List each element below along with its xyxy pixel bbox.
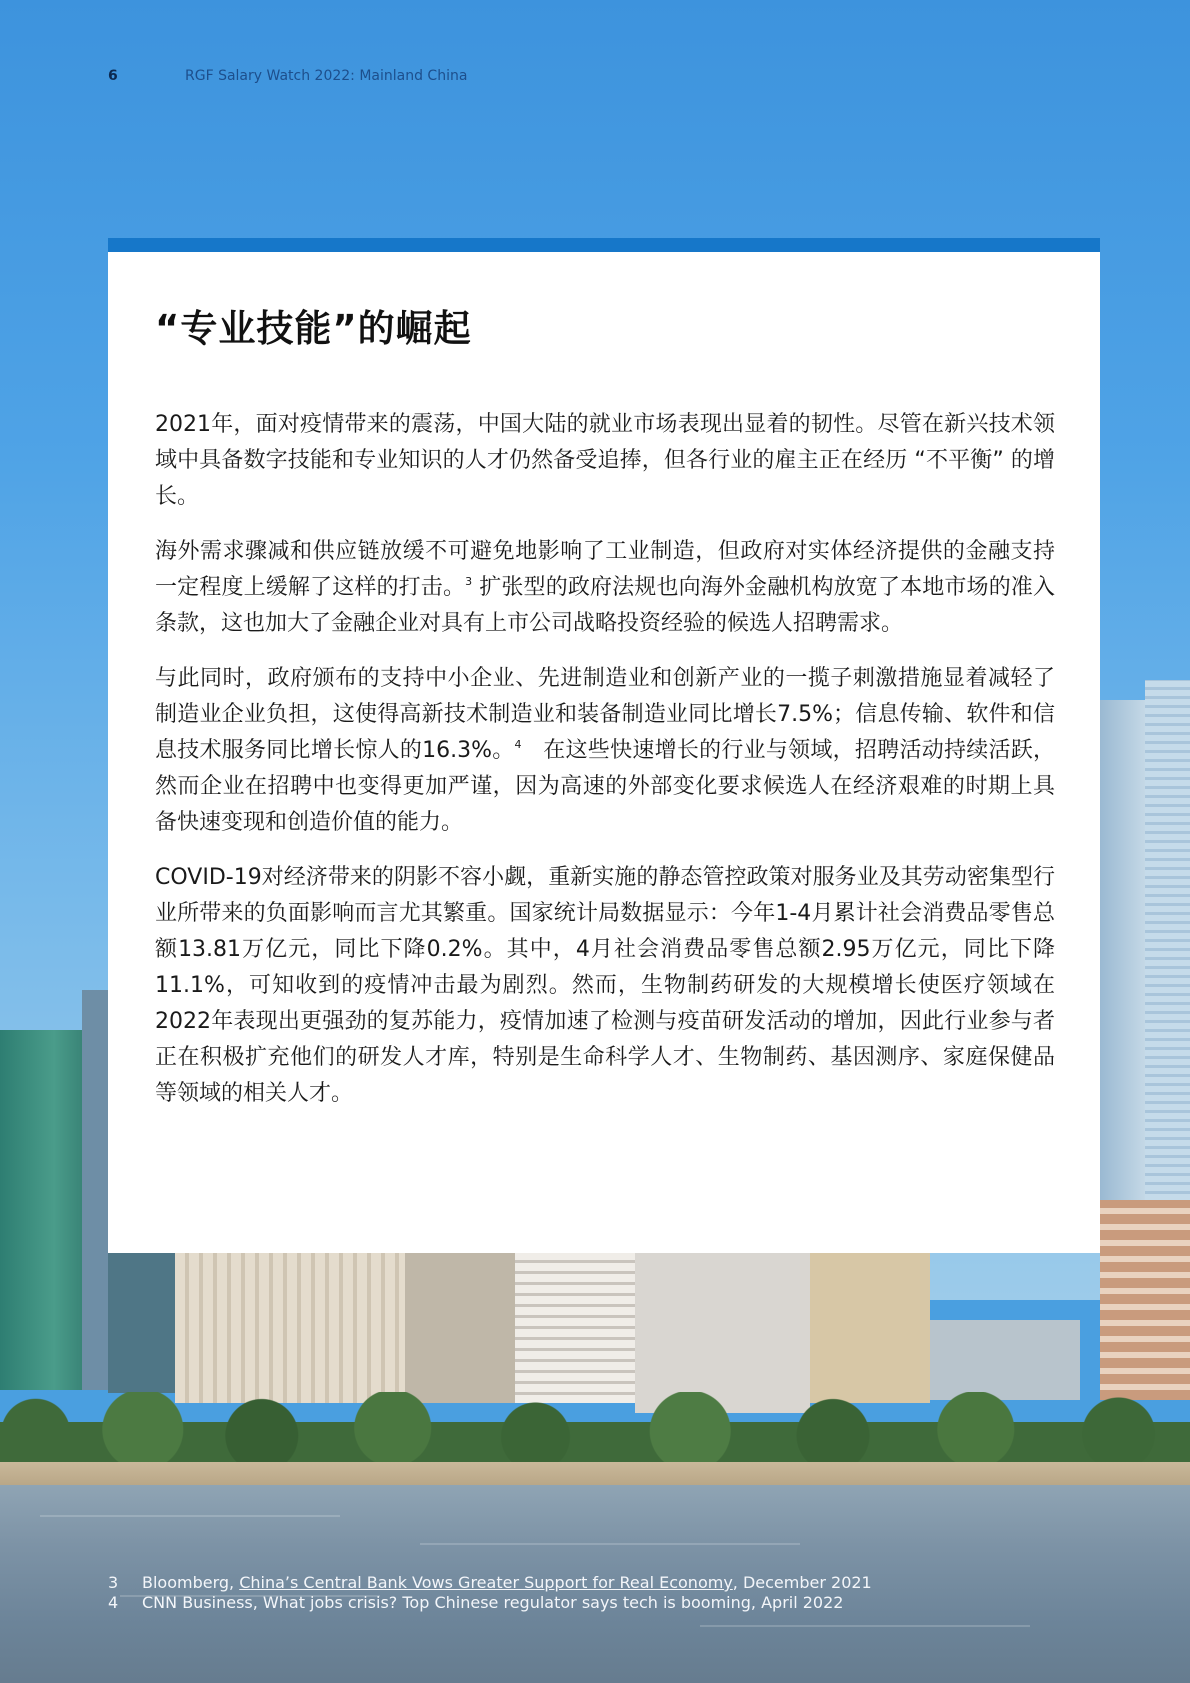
water-ripple xyxy=(420,1543,800,1545)
footnote-4 xyxy=(108,1593,1108,1613)
building xyxy=(810,1253,930,1403)
paragraph-text: 在这些快速增长的行业与领域，招聘活动持续活跃，然而企业在招聘中也变得更加严谨，因为高速的外部变化要求候选人在经济艰难的时期上具备快速变现和创造价值的能力。 xyxy=(155,738,1056,835)
footnote-source: CNN Business, xyxy=(142,1593,263,1612)
building xyxy=(175,1253,405,1403)
paragraph-4 xyxy=(155,860,1055,1112)
building xyxy=(405,1253,515,1403)
tree-line xyxy=(0,1392,1190,1467)
building xyxy=(1145,680,1190,1200)
article-title: “专业技能”的崛起 xyxy=(155,307,472,350)
paragraph-1 xyxy=(155,407,1055,515)
footnote-date: , December 2021 xyxy=(732,1573,872,1592)
footnote-number: 3 xyxy=(108,1573,119,1592)
running-title: RGF Salary Watch 2022: Mainland China xyxy=(185,68,468,84)
building xyxy=(635,1253,810,1413)
building xyxy=(82,990,108,1390)
footnote-source: Bloomberg, xyxy=(142,1573,240,1592)
page-number: 6 xyxy=(108,68,118,84)
paragraph-text: COVID-19对经济带来的阴影不容小觑，重新实施的静态管控政策对服务业及其劳动密集型行业所带来的负面影响而言尤其繁重。国家统计局数据显示：今年1-4月累计社会消费品零售总额13.81万亿元，同比下降0.2%。其中，4月社会消费品零售总额2.95万亿元，同比下降11.1%，可知收到的疫情冲击最为剧烈。然而，生物制药研发的大规模增长使医疗领域在 2022年表现出更强劲的复苏能力，疫情加速了检测与疫苗研发活动的增加，因此行业参与者正在积极扩充他们的研发人才库，特别是生命科学人才、生物制药、基因测序、家庭保健品等领域的相关人才。 xyxy=(155,865,1055,1106)
building xyxy=(1100,1200,1190,1400)
paragraph-text: 海外需求骤减和供应链放缓不可避免地影响了工业制造，但政府对实体经济提供的金融支持一定程度上缓解了这样的打击。 xyxy=(155,539,1055,600)
paragraph-2 xyxy=(155,534,1055,642)
building xyxy=(108,1253,178,1393)
footnote-3 xyxy=(108,1573,1108,1593)
water-ripple xyxy=(40,1515,340,1517)
footnote-date: , April 2022 xyxy=(750,1593,844,1612)
content-card xyxy=(108,238,1100,1253)
footnote-link[interactable]: China’s Central Bank Vows Greater Support for Real Economy xyxy=(239,1573,733,1592)
paragraph-text: 与此同时，政府颁布的支持中小企业、先进制造业和创新产业的一揽子刺激措施显着减轻了制造业企业负担，这使得高新技术制造业和装备制造业同比增长7.5%；信息传输、软件和信息技术服务同比增长惊人的16.3%。 xyxy=(155,666,1055,763)
water-ripple xyxy=(700,1625,1030,1627)
paragraph-text: 扩张型的政府法规也向海外金融机构放宽了本地市场的准入条款，这也加大了金融企业对具有上市公司战略投资经验的候选人招聘需求。 xyxy=(155,575,1055,636)
paragraph-text: 2021年，面对疫情带来的震荡，中国大陆的就业市场表现出显着的韧性。尽管在新兴技术领域中具备数字技能和专业知识的人才仍然备受追捧，但各行业的雇主正在经历 “不平衡” 的增长。 xyxy=(155,412,1055,509)
footnote-ref-4[interactable]: 4 xyxy=(514,738,522,751)
footnote-title: What jobs crisis? Top Chinese regulator says tech is booming xyxy=(262,1593,751,1612)
footnote-number: 4 xyxy=(108,1593,119,1612)
footnote-ref-3[interactable]: 3 xyxy=(465,575,473,588)
article-body xyxy=(155,407,1055,1131)
building xyxy=(930,1320,1080,1400)
building xyxy=(515,1253,635,1403)
footnotes xyxy=(108,1573,1108,1613)
paragraph-3 xyxy=(155,661,1055,841)
